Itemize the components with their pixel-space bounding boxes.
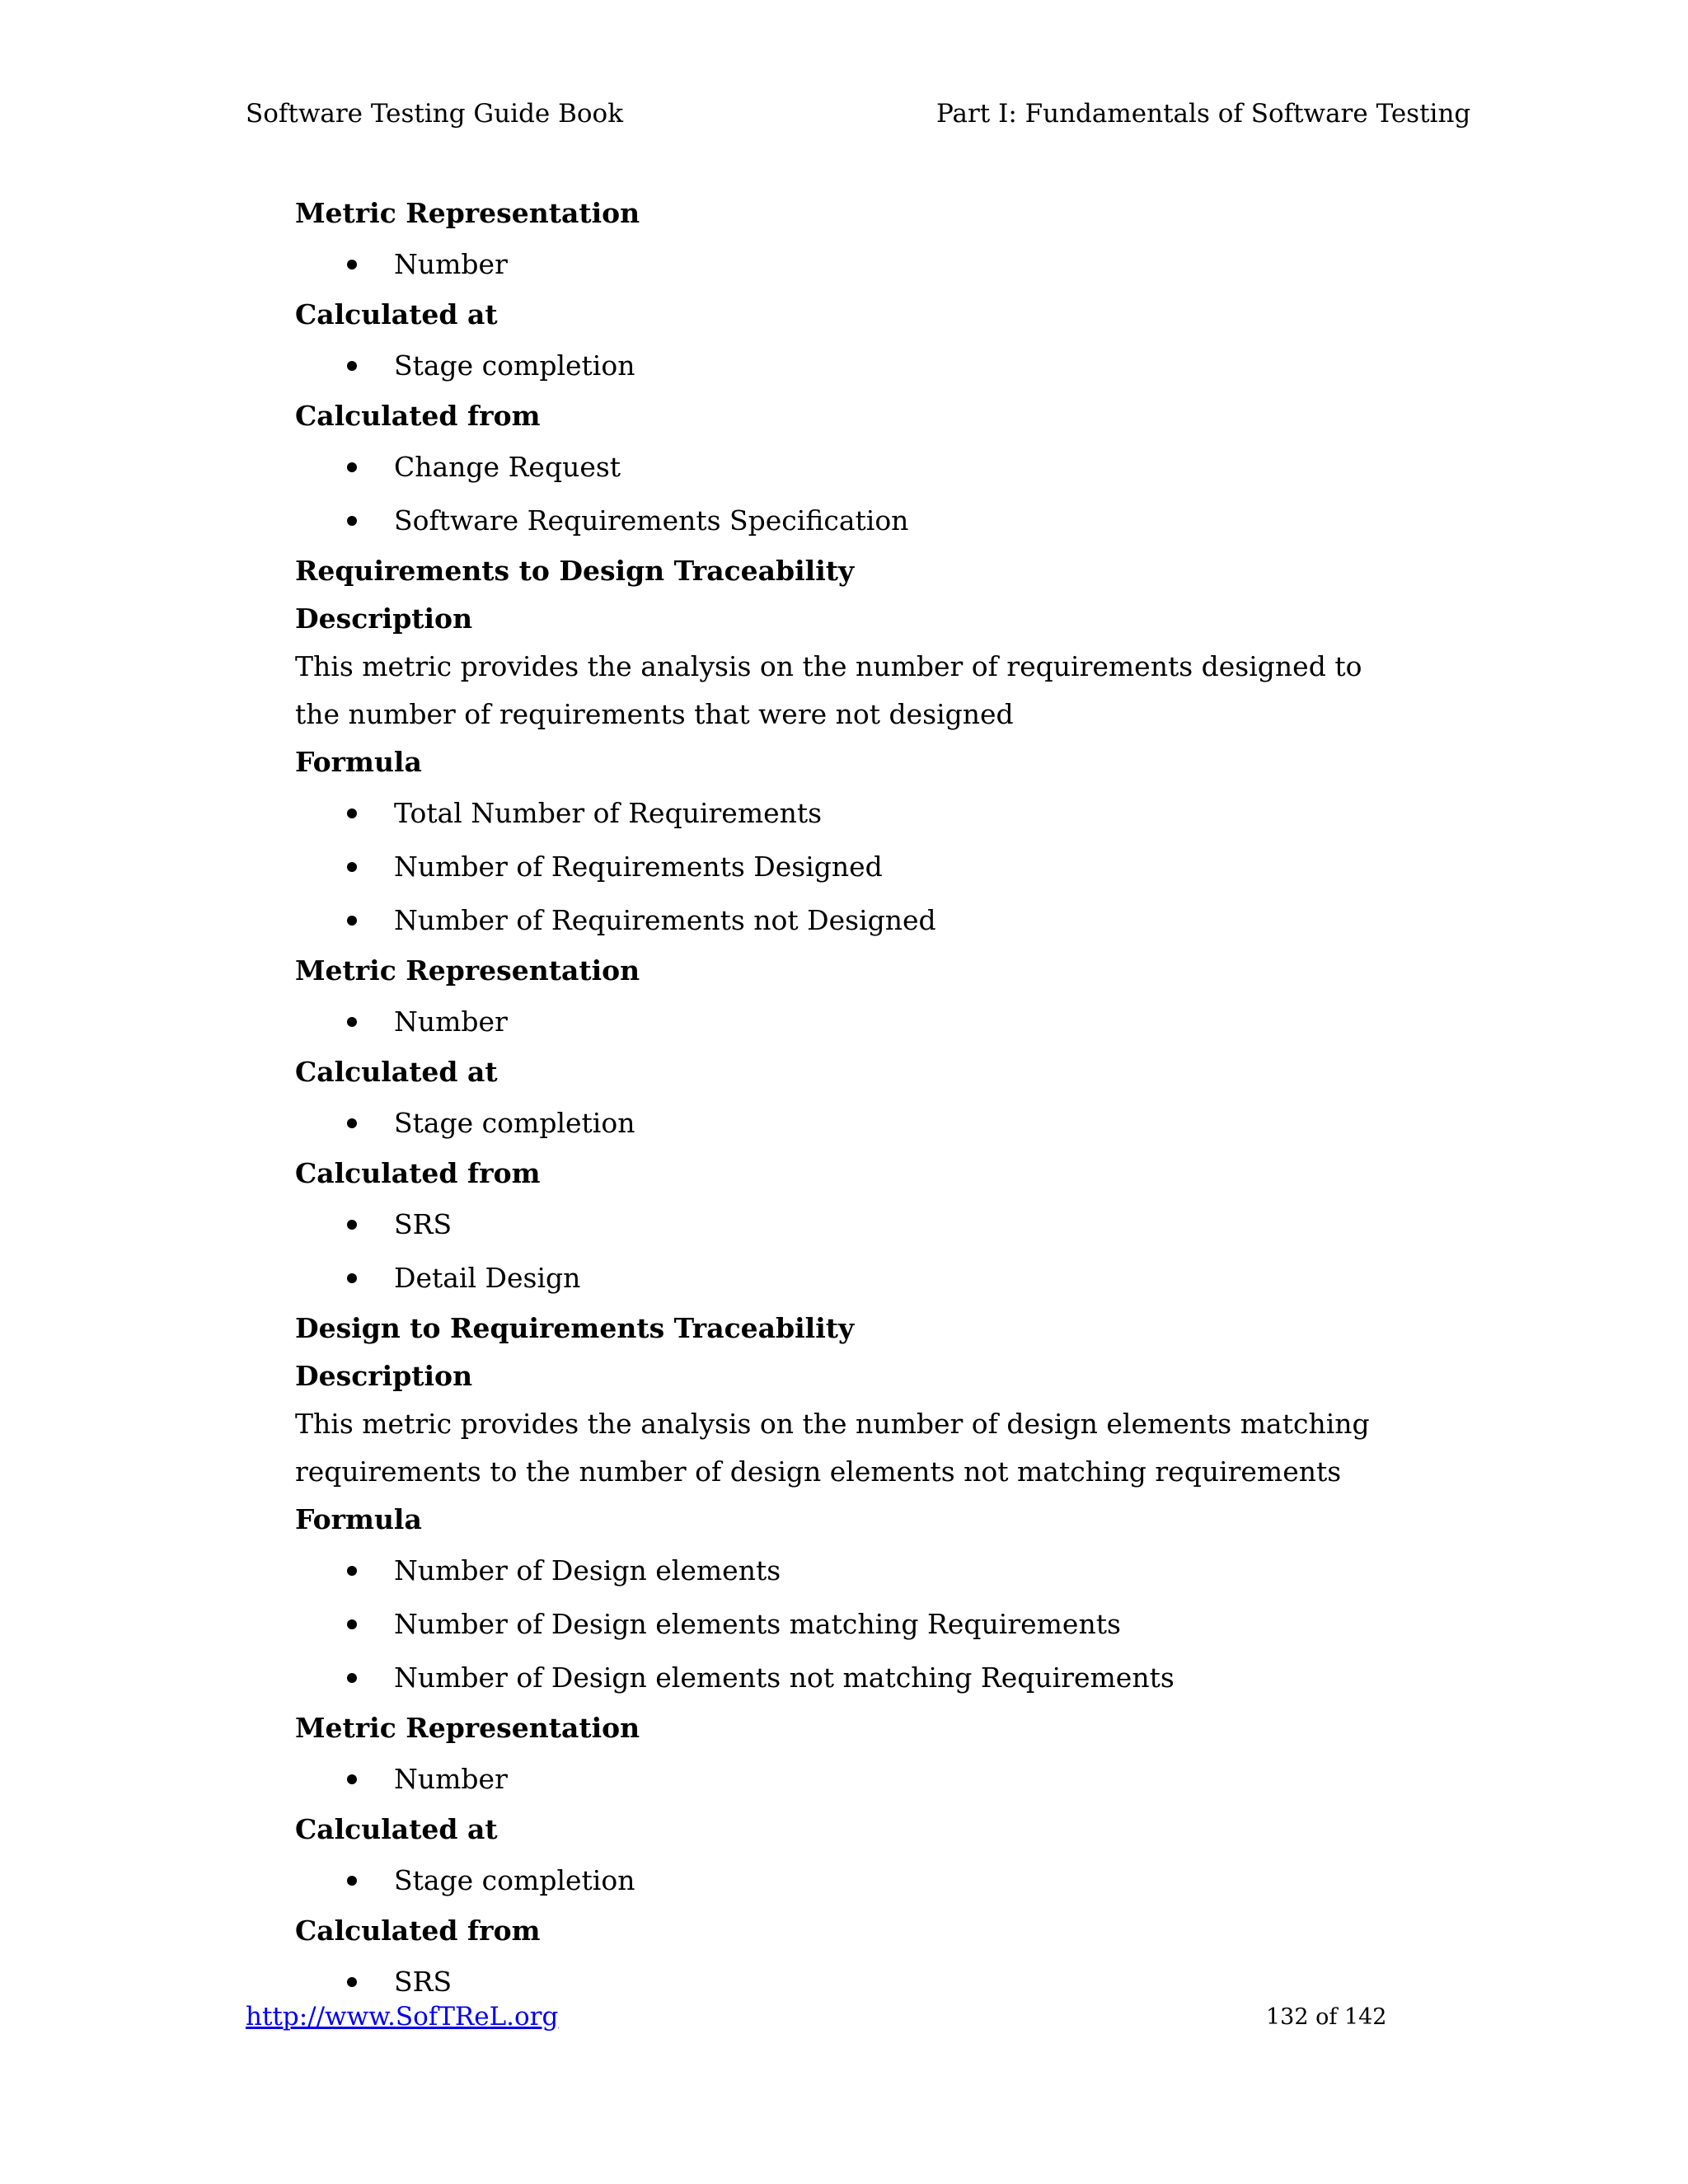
bullet-list <box>295 237 1400 291</box>
section-heading-description: Description <box>295 602 473 635</box>
bullet-list-item <box>295 1651 1400 1704</box>
bullet-list-item <box>295 1251 1400 1305</box>
description-paragraph: This metric provides the analysis on the number of design elements matching requirements to the number of design elements not matching requirements <box>295 1408 1370 1488</box>
bullet-icon <box>347 1876 357 1886</box>
bullet-icon <box>347 516 357 526</box>
bullet-list-item <box>295 494 1400 547</box>
bullet-icon <box>347 1673 357 1683</box>
bullet-text: Stage completion <box>394 1864 635 1896</box>
bullet-list-item <box>295 1752 1400 1806</box>
bullet-list <box>295 995 1400 1048</box>
bullet-list-item <box>295 893 1400 947</box>
bullet-icon <box>347 1220 357 1230</box>
bullet-list <box>295 786 1400 947</box>
section-heading-requirements-to-design-traceability: Requirements to Design Traceability <box>295 555 855 587</box>
bullet-text: Number <box>394 248 508 280</box>
bullet-list <box>295 440 1400 547</box>
bullet-list-item <box>295 1597 1400 1651</box>
bullet-icon <box>347 916 357 926</box>
bullet-list-item <box>295 1197 1400 1251</box>
bullet-icon <box>347 361 357 371</box>
bullet-text: SRS <box>394 1208 452 1240</box>
header-part-title: Part I: Fundamentals of Software Testing <box>936 99 1471 129</box>
bullet-list-item <box>295 1854 1400 1907</box>
bullet-icon <box>347 462 357 472</box>
bullet-list-item <box>295 840 1400 893</box>
bullet-list-item <box>295 995 1400 1048</box>
bullet-list-item <box>295 237 1400 291</box>
bullet-text: Number of Design elements matching Requirements <box>394 1608 1121 1640</box>
bullet-list <box>295 1752 1400 1806</box>
bullet-icon <box>347 1977 357 1987</box>
section-heading-metric-representation: Metric Representation <box>295 197 640 229</box>
section-heading-calculated-at: Calculated at <box>295 1056 498 1088</box>
section-heading-formula: Formula <box>295 746 422 778</box>
section-heading-design-to-requirements-traceability: Design to Requirements Traceability <box>295 1312 855 1344</box>
bullet-text: Number <box>394 1005 508 1038</box>
bullet-list-item <box>295 1544 1400 1597</box>
bullet-icon <box>347 1774 357 1784</box>
bullet-text: SRS <box>394 1966 452 1998</box>
bullet-text: Detail Design <box>394 1262 581 1294</box>
bullet-list <box>295 1544 1400 1704</box>
bullet-icon <box>347 1273 357 1283</box>
description-paragraph: This metric provides the analysis on the number of requirements designed to the number of requirements that were not designed <box>295 650 1362 730</box>
bullet-icon <box>347 862 357 872</box>
section-heading-metric-representation: Metric Representation <box>295 954 640 987</box>
bullet-text: Number of Requirements not Designed <box>394 904 936 936</box>
bullet-list <box>295 1096 1400 1150</box>
section-heading-calculated-from: Calculated from <box>295 1157 541 1189</box>
section-heading-description: Description <box>295 1360 473 1392</box>
footer-page-number: 132 of 142 <box>1266 2004 1387 2030</box>
section-heading-calculated-at: Calculated at <box>295 298 498 330</box>
bullet-text: Stage completion <box>394 1107 635 1139</box>
section-heading-formula: Formula <box>295 1503 422 1535</box>
section-heading-metric-representation: Metric Representation <box>295 1712 640 1744</box>
bullet-text: Number of Requirements Designed <box>394 851 883 883</box>
bullet-list <box>295 1197 1400 1305</box>
bullet-list-item <box>295 1096 1400 1150</box>
bullet-icon <box>347 1118 357 1128</box>
bullet-list <box>295 1854 1400 1907</box>
bullet-icon <box>347 260 357 269</box>
bullet-text: Number <box>394 1763 508 1795</box>
bullet-text: Number of Design elements <box>394 1554 781 1586</box>
bullet-text: Change Request <box>394 451 621 483</box>
bullet-list-item <box>295 339 1400 392</box>
bullet-list-item <box>295 786 1400 840</box>
bullet-list-item <box>295 440 1400 494</box>
bullet-text: Total Number of Requirements <box>394 797 823 829</box>
bullet-text: Stage completion <box>394 349 635 382</box>
bullet-text: Number of Design elements not matching Requirements <box>394 1661 1175 1694</box>
bullet-text: Software Requirements Specification <box>394 504 909 537</box>
section-heading-calculated-from: Calculated from <box>295 400 541 432</box>
bullet-icon <box>347 1619 357 1629</box>
section-heading-calculated-from: Calculated from <box>295 1915 541 1947</box>
page-content <box>295 190 1400 2008</box>
bullet-icon <box>347 1566 357 1576</box>
bullet-icon <box>347 1017 357 1027</box>
bullet-icon <box>347 808 357 818</box>
section-heading-calculated-at: Calculated at <box>295 1813 498 1845</box>
footer-website-link[interactable]: http://www.SofTReL.org <box>246 2002 559 2032</box>
header-book-title: Software Testing Guide Book <box>246 99 624 129</box>
bullet-list <box>295 339 1400 392</box>
